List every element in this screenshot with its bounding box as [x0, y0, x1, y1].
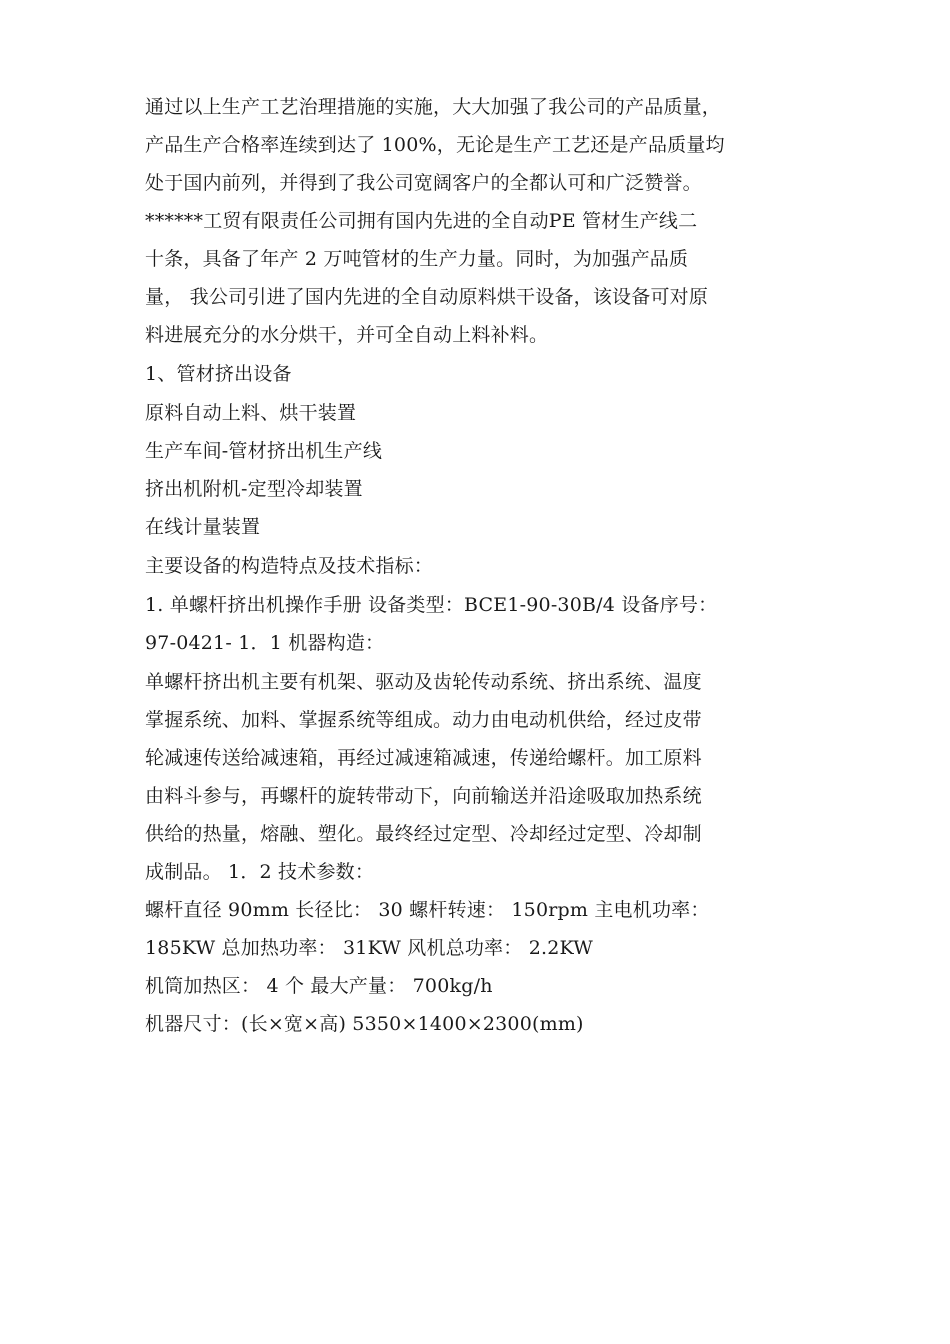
paragraph-line: 料进展充分的水分烘干，并可全自动上料补料。: [145, 324, 549, 346]
paragraph-line: 处于国内前列，并得到了我公司宽阔客户的全都认可和广泛赞誉。: [145, 172, 702, 194]
section-heading: 1、管材挤出设备: [145, 363, 292, 385]
section-heading: 主要设备的构造特点及技术指标：: [145, 555, 434, 577]
spec-line: 机器尺寸：(长×宽×高) 5350×1400×2300(mm): [145, 1013, 584, 1035]
paragraph-line: ******工贸有限责任公司拥有国内先进的全自动PE 管材生产线二: [145, 210, 698, 232]
spec-line: 185KW 总加热功率： 31KW 风机总功率： 2.2KW: [145, 937, 593, 959]
paragraph-line: 掌握系统、加料、掌握系统等组成。动力由电动机供给，经过皮带: [145, 709, 702, 731]
paragraph-line: 供给的热量，熔融、塑化。最终经过定型、冷却经过定型、冷却制: [145, 823, 702, 845]
paragraph-line: 十条，具备了年产 2 万吨管材的生产力量。同时，为加强产品质: [145, 248, 689, 270]
paragraph-line: 成制品。 1．2 技术参数：: [145, 861, 375, 883]
paragraph-line: 产品生产合格率连续到达了 100%，无论是生产工艺还是产品质量均: [145, 134, 725, 156]
paragraph-line: 通过以上生产工艺治理措施的实施，大大加强了我公司的产品质量，: [145, 96, 722, 118]
paragraph-line: 量， 我公司引进了国内先进的全自动原料烘干设备，该设备可对原: [145, 286, 709, 308]
list-item: 原料自动上料、烘干装置: [145, 402, 357, 424]
document-body: [145, 94, 810, 1037]
list-item: 在线计量装置: [145, 516, 261, 538]
paragraph-line: 单螺杆挤出机主要有机架、驱动及齿轮传动系统、挤出系统、温度: [145, 671, 702, 693]
list-item: 生产车间-管材挤出机生产线: [145, 440, 383, 462]
paragraph-line: 1. 单螺杆挤出机操作手册 设备类型：BCE1-90-30B/4 设备序号：: [145, 594, 718, 616]
spec-line: 螺杆直径 90mm 长径比： 30 螺杆转速： 150rpm 主电机功率：: [145, 899, 710, 921]
list-item: 挤出机附机-定型冷却装置: [145, 478, 363, 500]
paragraph-line: 97-0421- 1．1 机器构造：: [145, 632, 385, 654]
paragraph-line: 由料斗参与，再螺杆的旋转带动下，向前输送并沿途吸取加热系统: [145, 785, 702, 807]
paragraph-line: 轮减速传送给减速箱，再经过减速箱减速，传递给螺杆。加工原料: [145, 747, 702, 769]
spec-line: 机筒加热区： 4 个 最大产量： 700kg/h: [145, 975, 493, 997]
